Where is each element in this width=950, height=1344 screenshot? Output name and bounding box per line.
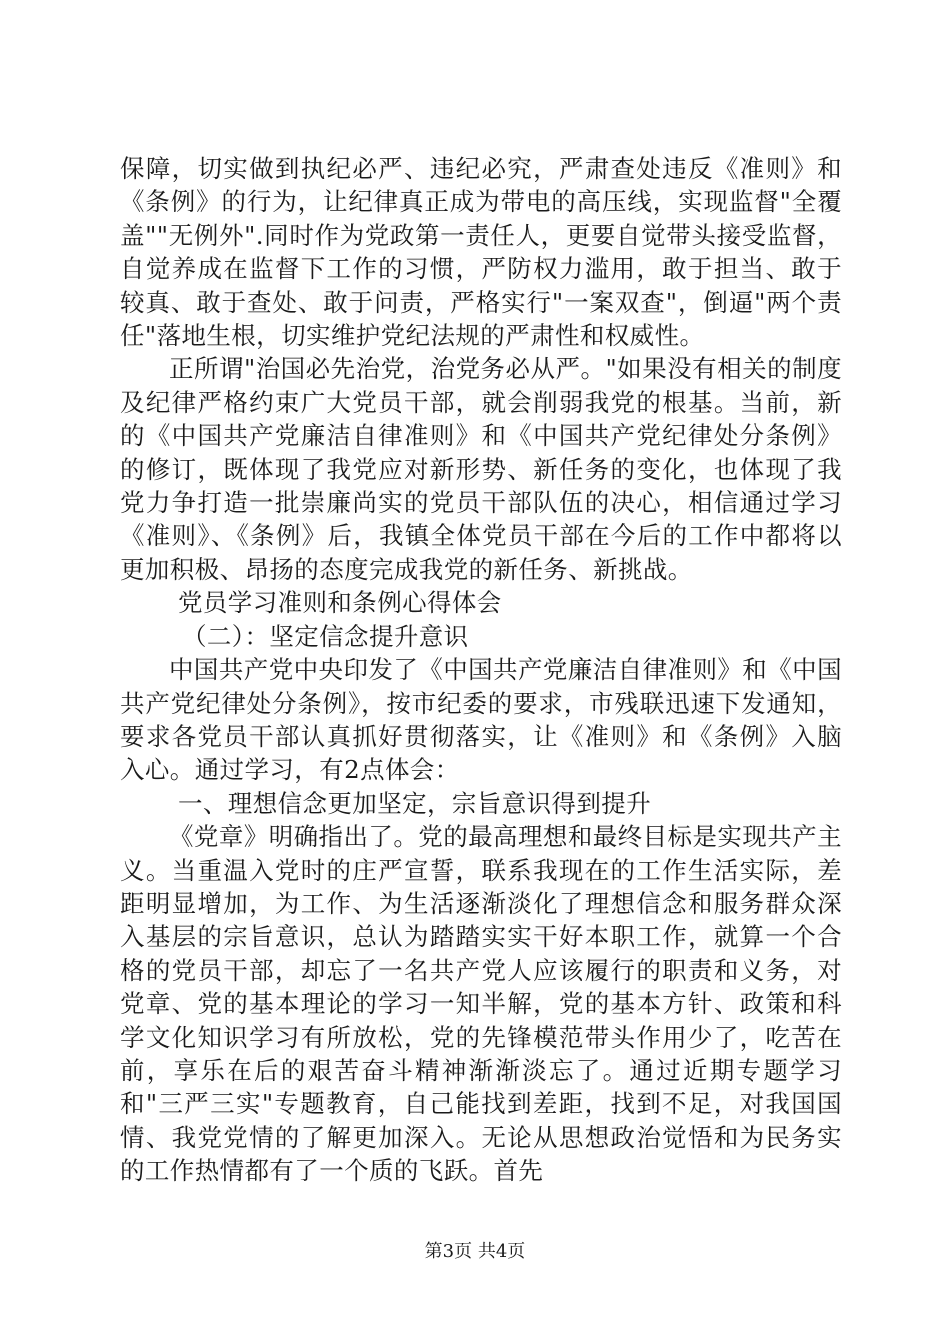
section-heading-1: 一、理想信念更加坚定，宗旨意识得到提升: [178, 788, 652, 818]
article-subtitle: （二）：坚定信念提升意识: [182, 621, 469, 651]
paragraph-3: 中国共产党中央印发了《中国共产党廉洁自律准则》和《中国共产党纪律处分条例》，按市纪委的要求，市残联迅速下发通知，要求各党员干部认真抓好贯彻落实，让《准则》和《条例》入脑入心。通过学习，有2点体会：: [120, 655, 842, 785]
paragraph-4: 《党章》明确指出了。党的最高理想和最终目标是实现共产主义。当重温入党时的庄严宣誓，联系我现在的工作生活实际，差距明显增加，为工作、为生活逐渐淡化了理想信念和服务群众深入基层的宗旨意识，总认为踏踏实实干好本职工作，就算一个合格的党员干部，却忘了一名共产党人应该履行的职责和义务，对党章、党的基本理论的学习一知半解，党的基本方针、政策和科学文化知识学习有所放松，党的先锋模范带头作用少了，吃苦在前，享乐在后的艰苦奋斗精神渐渐淡忘了。通过近期专题学习和"三严三实"专题教育，自己能找到差距，找到不足，对我国国情、我党党情的了解更加深入。无论从思想政治觉悟和为民务实的工作热情都有了一个质的飞跃。首先: [120, 822, 842, 1186]
page-number-footer: 第3页 共4页: [424, 1241, 526, 1262]
document-body: [120, 152, 842, 1188]
article-title: 党员学习准则和条例心得体会: [178, 588, 502, 618]
paragraph-1: 保障，切实做到执纪必严、违纪必究，严肃查处违反《准则》和《条例》的行为，让纪律真正成为带电的高压线，实现监督"全覆盖""无例外".同时作为党政第一责任人，更要自觉带头接受监督，自觉养成在监督下工作的习惯，严防权力滥用，敢于担当、敢于较真、敢于查处、敢于问责，严格实行"一案双查"，倒逼"两个责任"落地生根，切实维护党纪法规的严肃性和权威性。: [120, 154, 842, 351]
paragraph-2: 正所谓"治国必先治党，治党务必从严。"如果没有相关的制度及纪律严格约束广大党员干部，就会削弱我党的根基。当前，新的《中国共产党廉洁自律准则》和《中国共产党纪律处分条例》的修订，既体现了我党应对新形势、新任务的变化，也体现了我党力争打造一批崇廉尚实的党员干部队伍的决心，相信通过学习《准则》、《条例》后，我镇全体党员干部在今后的工作中都将以更加积极、昂扬的态度完成我党的新任务、新挑战。: [120, 354, 842, 584]
